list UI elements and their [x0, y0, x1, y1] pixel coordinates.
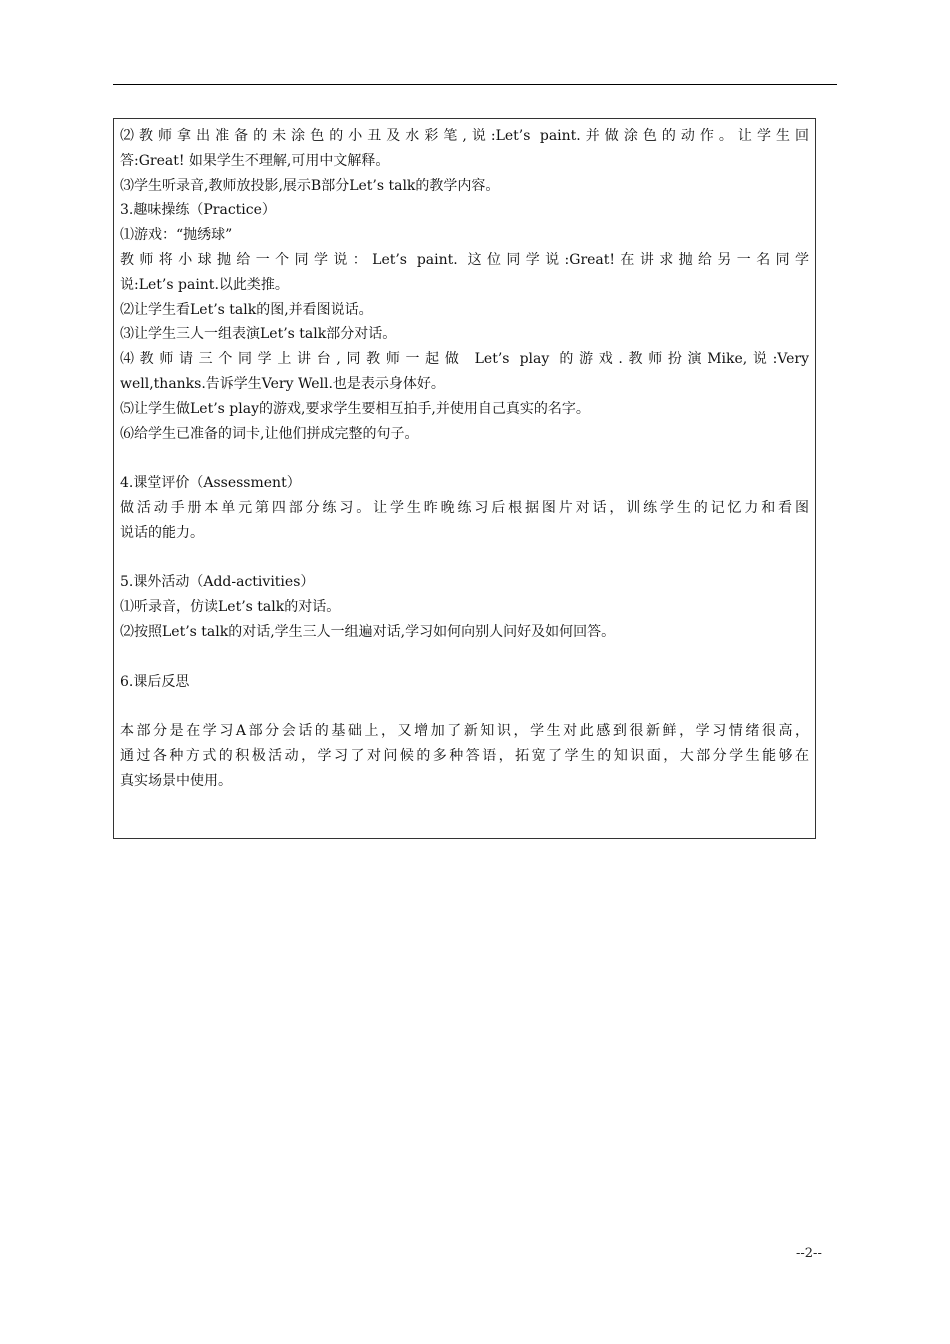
text-line: 通过各种方式的积极活动，学习了对问候的多种答语，拓宽了学生的知识面，大部分学生能够在: [120, 747, 809, 764]
lesson-content-box: [113, 118, 816, 839]
text-line: ⑹给学生已准备的词卡,让他们拼成完整的句子。: [120, 425, 419, 442]
section-heading-add-activities: 5.课外活动（Add-activities）: [120, 574, 315, 591]
blank-line: [120, 645, 809, 670]
text-line: 本部分是在学习A部分会话的基础上，又增加了新知识，学生对此感到很新鲜，学习情绪很高，: [120, 723, 809, 740]
text-line: ⑷教师请三个同学上讲台,同教师一起做 Let’s play 的游戏.教师扮演Mike,说:Very: [120, 351, 809, 368]
text-line: ⑴游戏：“抛绣球”: [120, 227, 233, 244]
section-heading-practice: 3.趣味操练（Practice）: [120, 202, 276, 219]
section-heading-reflection: 6.课后反思: [120, 673, 190, 690]
text-line: ⑴听录音，仿读Let’s talk的对话。: [120, 599, 341, 616]
text-line: well,thanks.告诉学生Very Well.也是表示身体好。: [120, 375, 445, 392]
text-line: 答:Great! 如果学生不理解,可用中文解释。: [120, 152, 390, 169]
page-number: --2--: [796, 1246, 822, 1261]
text-line: 教师将小球抛给一个同学说：Let’s paint. 这位同学说:Great!在讲求抛给另一名同学: [120, 251, 809, 268]
blank-line: [120, 694, 809, 719]
text-line: ⑵按照Let’s talk的对话,学生三人一组遍对话,学习如何向别人问好及如何回答。: [120, 623, 616, 640]
header-rule: [113, 84, 837, 85]
text-line: ⑸让学生做Let’s play的游戏,要求学生要相互拍手,并使用自己真实的名字。: [120, 400, 590, 417]
text-line: 做活动手册本单元第四部分练习。让学生昨晚练习后根据图片对话，训练学生的记忆力和看图: [120, 499, 809, 516]
text-line: ⑵让学生看Let’s talk的图,并看图说话。: [120, 301, 373, 318]
text-line: 说话的能力。: [120, 524, 204, 541]
text-line: 说:Let’s paint.以此类推。: [120, 276, 289, 293]
blank-line: [120, 546, 809, 571]
section-heading-assessment: 4.课堂评价（Assessment）: [120, 475, 301, 492]
text-line: ⑵教师拿出准备的未涂色的小丑及水彩笔,说:Let’s paint.并做涂色的动作。让学生回: [120, 128, 809, 144]
blank-line: [120, 446, 809, 471]
text-line: ⑶学生听录音,教师放投影,展示B部分Let’s talk的教学内容。: [120, 177, 500, 194]
text-line: 真实场景中使用。: [120, 772, 232, 789]
text-line: ⑶让学生三人一组表演Let’s talk部分对话。: [120, 326, 397, 343]
